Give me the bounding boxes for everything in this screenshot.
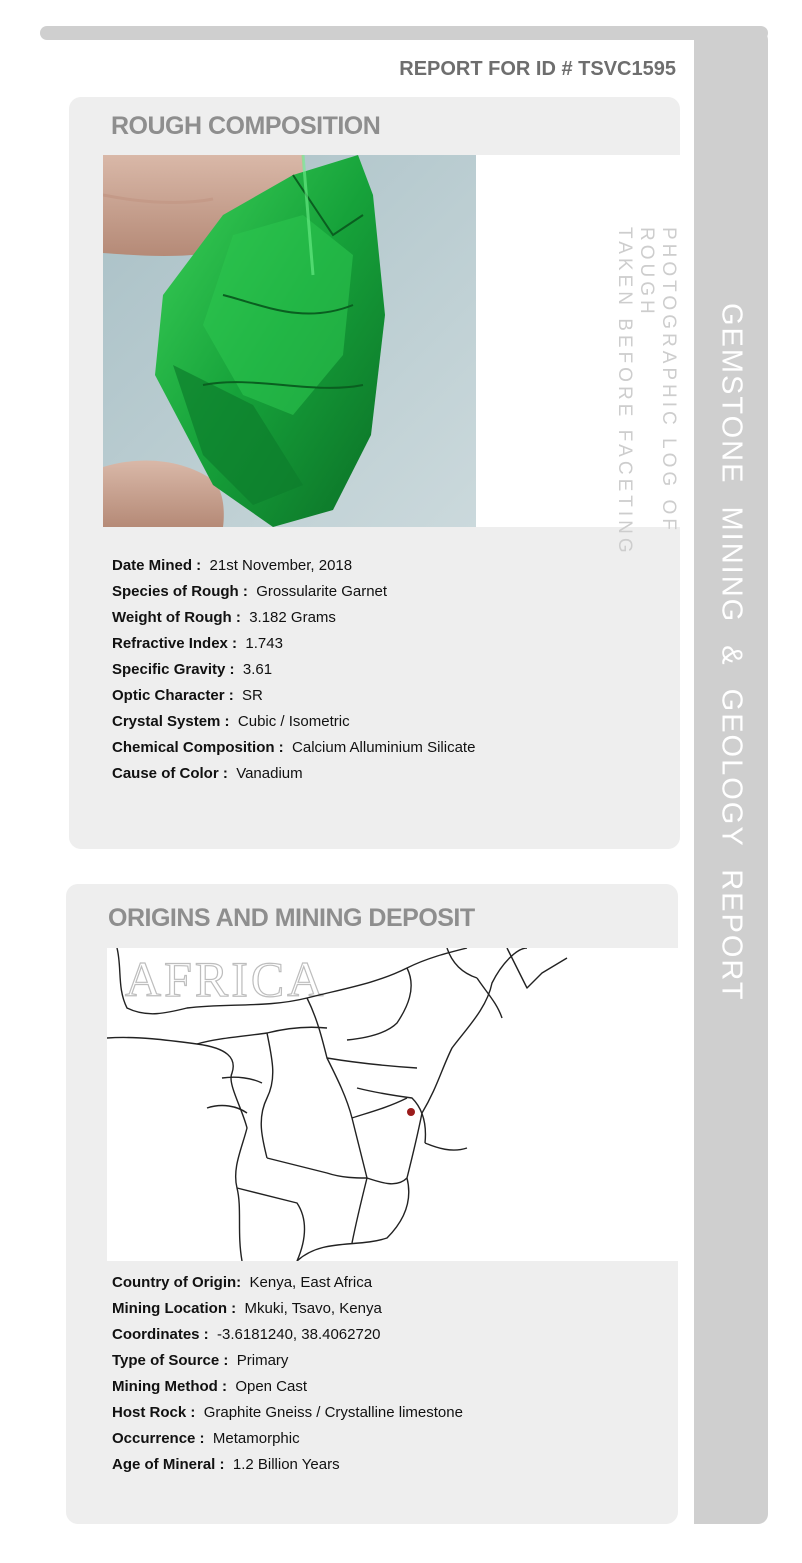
detail-row-refractive-index (112, 631, 475, 657)
detail-value: Graphite Gneiss / Crystalline limestone (203, 1404, 463, 1421)
detail-row-host-rock (112, 1400, 463, 1426)
detail-label: Mining Method : (112, 1378, 227, 1395)
side-banner-title: GEMSTONE MINING & GEOLOGY REPORT (715, 302, 748, 1002)
detail-label: Coordinates : (112, 1326, 209, 1343)
detail-value: Cubic / Isometric (237, 713, 350, 730)
rough-details-list (112, 553, 475, 787)
detail-label: Mining Location : (112, 1300, 237, 1317)
detail-label: Age of Mineral : (112, 1456, 225, 1473)
africa-map (107, 948, 678, 1261)
origins-details-list (112, 1270, 463, 1478)
detail-label: Date Mined : (112, 557, 202, 574)
detail-row-mining-method (112, 1374, 463, 1400)
detail-label: Specific Gravity : (112, 661, 235, 678)
detail-row-mining-location (112, 1296, 463, 1322)
detail-value: 1.743 (245, 635, 283, 652)
detail-value: Kenya, East Africa (249, 1274, 373, 1291)
detail-value: 1.2 Billion Years (232, 1456, 340, 1473)
detail-row-optic-character (112, 683, 475, 709)
detail-label: Weight of Rough : (112, 609, 241, 626)
photo-caption (614, 227, 679, 563)
origins-panel (66, 884, 678, 1524)
detail-value: Primary (236, 1352, 289, 1369)
report-id-heading: REPORT FOR ID # TSVC1595 (399, 58, 676, 80)
detail-value: Vanadium (236, 765, 303, 782)
detail-value: -3.6181240, 38.4062720 (217, 1326, 381, 1343)
detail-row-country (112, 1270, 463, 1296)
detail-label: Host Rock : (112, 1404, 196, 1421)
map-label-africa: AFRICA (125, 951, 327, 1007)
origins-title: ORIGINS AND MINING DEPOSIT (108, 904, 475, 932)
detail-label: Refractive Index : (112, 635, 238, 652)
photo-caption-line-2: TAKEN BEFORE FACETING (614, 227, 635, 557)
detail-value: SR (242, 687, 263, 704)
mine-location-marker (407, 1108, 415, 1116)
gemstone-rough-photo (103, 155, 476, 527)
detail-label: Type of Source : (112, 1352, 229, 1369)
detail-row-cause-of-color (112, 761, 475, 787)
detail-row-weight (112, 605, 475, 631)
detail-label: Chemical Composition : (112, 739, 284, 756)
detail-row-chemical-composition (112, 735, 475, 761)
detail-value: 3.61 (242, 661, 273, 678)
rough-composition-panel (69, 97, 680, 849)
detail-label: Species of Rough : (112, 583, 248, 600)
detail-label: Cause of Color : (112, 765, 228, 782)
detail-value: Mkuki, Tsavo, Kenya (244, 1300, 382, 1317)
detail-row-species (112, 579, 475, 605)
photo-caption-line-1: PHOTOGRAPHIC LOG OF ROUGH (636, 227, 679, 534)
rough-photo-area (103, 155, 680, 557)
detail-label: Crystal System : (112, 713, 230, 730)
detail-row-coordinates (112, 1322, 463, 1348)
detail-row-crystal-system (112, 709, 475, 735)
detail-value: Calcium Alluminium Silicate (292, 739, 476, 756)
detail-row-date-mined (112, 553, 475, 579)
detail-value: Metamorphic (212, 1430, 300, 1447)
detail-value: Open Cast (235, 1378, 308, 1395)
detail-row-occurrence (112, 1426, 463, 1452)
detail-row-age-of-mineral (112, 1452, 463, 1478)
rough-composition-title: ROUGH COMPOSITION (111, 112, 381, 140)
detail-label: Country of Origin: (112, 1274, 242, 1291)
detail-row-specific-gravity (112, 657, 475, 683)
detail-label: Optic Character : (112, 687, 234, 704)
detail-label: Occurrence : (112, 1430, 205, 1447)
detail-row-type-of-source (112, 1348, 463, 1374)
detail-value: Grossularite Garnet (256, 583, 388, 600)
detail-value: 3.182 Grams (249, 609, 336, 626)
detail-value: 21st November, 2018 (209, 557, 353, 574)
side-banner-title-container (694, 30, 768, 1524)
top-decorative-bar (40, 26, 768, 40)
